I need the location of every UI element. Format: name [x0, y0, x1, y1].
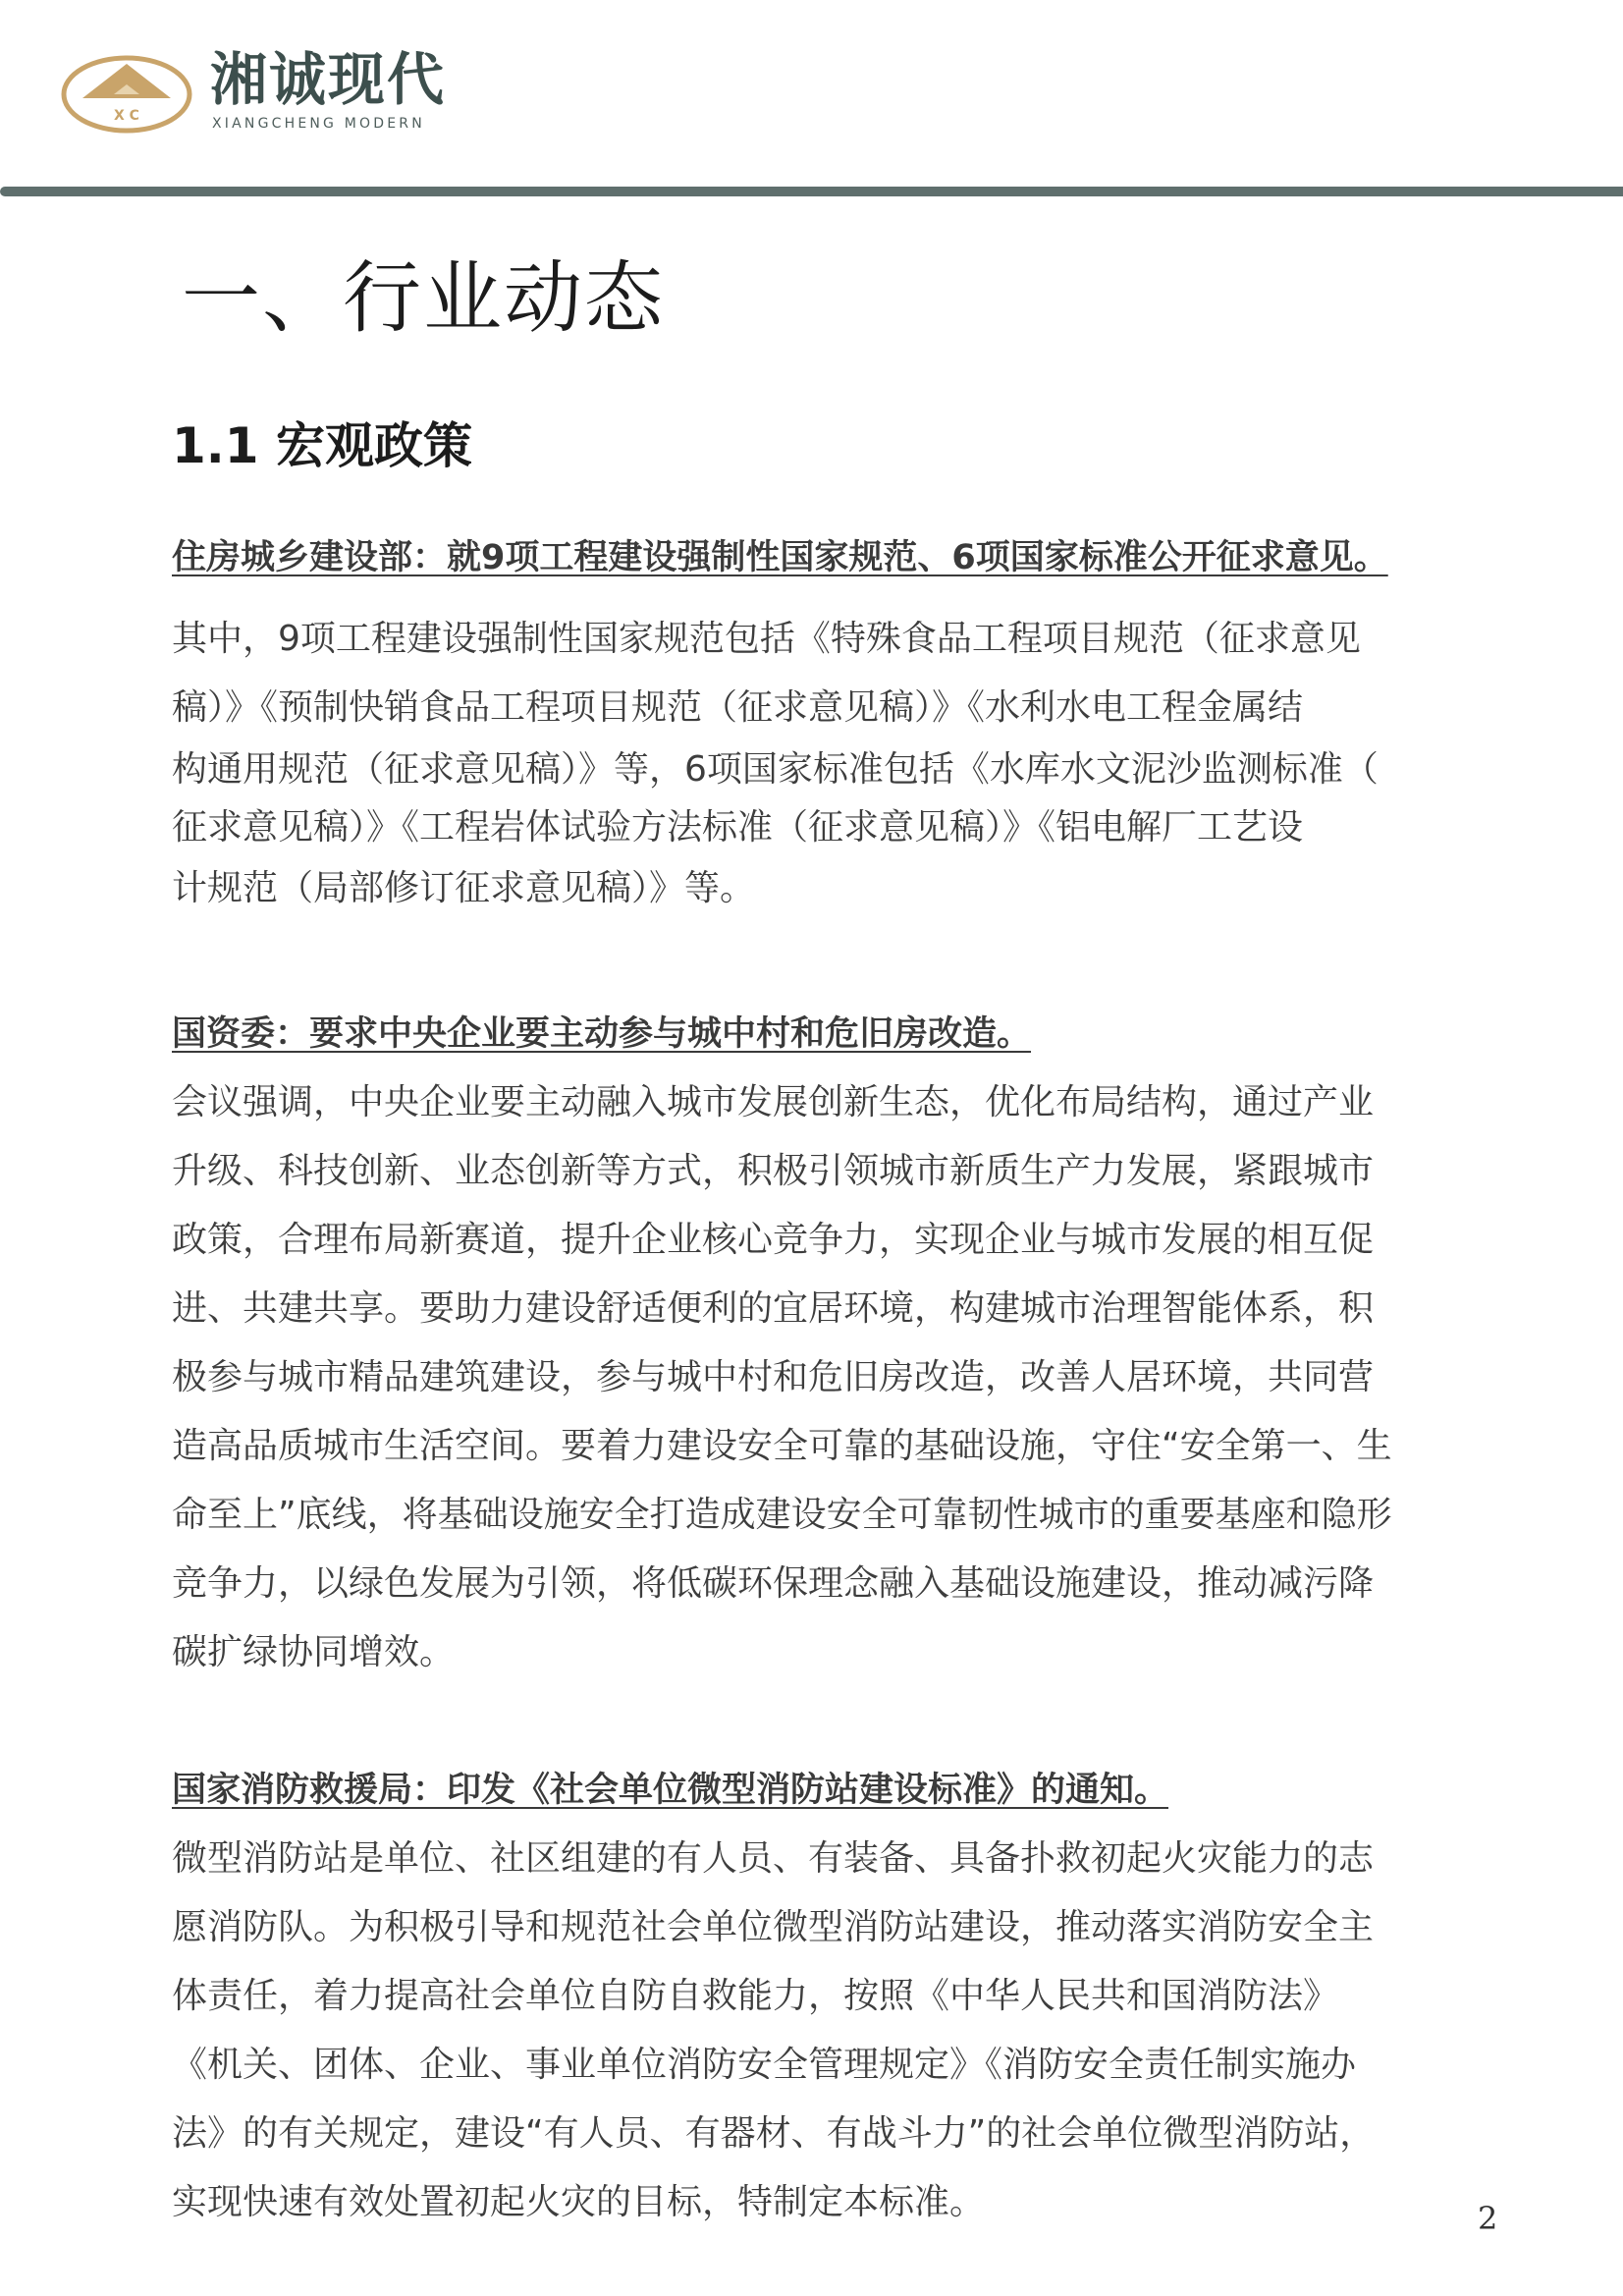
header-divider	[0, 187, 1623, 196]
body-line: 愿消防队。为积极引导和规范社会单位微型消防站建设，推动落实消防安全主	[172, 1907, 1375, 1947]
body-line: 碳扩绿协同增效。	[172, 1632, 456, 1672]
body-line: 微型消防站是单位、社区组建的有人员、有装备、具备扑救初起火灾能力的志	[172, 1838, 1375, 1879]
news-title-1: 住房城乡建设部：就9项工程建设强制性国家规范、6项国家标准公开征求意见。	[172, 538, 1388, 577]
body-line: 进、共建共享。要助力建设舒适便利的宜居环境，构建城市治理智能体系，积	[172, 1288, 1375, 1329]
news-body-3	[172, 1825, 1527, 2237]
body-line: 征求意见稿）》《工程岩体试验方法标准（征求意见稿）》《铝电解厂工艺设	[172, 807, 1304, 847]
body-line: 造高品质城市生活空间。要着力建设安全可靠的基础设施，守住“安全第一、生	[172, 1426, 1392, 1466]
news-body-2	[172, 1068, 1527, 1687]
body-line: 稿）》《预制快销食品工程项目规范（征求意见稿）》《水利水电工程金属结	[172, 687, 1304, 728]
brand-subtitle: XIANGCHENG MODERN	[212, 116, 425, 132]
page-header	[0, 0, 1623, 196]
body-line: 法》的有关规定，建设“有人员、有器材、有战斗力”的社会单位微型消防站，	[172, 2113, 1376, 2154]
brand-name: 湘诚现代	[210, 46, 447, 113]
page-number: 2	[1478, 2200, 1498, 2237]
body-line: 升级、科技创新、业态创新等方式，积极引领城市新质生产力发展，紧跟城市	[172, 1151, 1375, 1191]
body-line: 命至上”底线，将基础设施安全打造成建设安全可靠韧性城市的重要基座和隐形	[172, 1495, 1392, 1535]
body-line: 实现快速有效处置初起火灾的目标，特制定本标准。	[172, 2182, 986, 2222]
body-line: 极参与城市精品建筑建设，参与城中村和危旧房改造，改善人居环境，共同营	[172, 1357, 1375, 1397]
news-title-2: 国资委：要求中央企业要主动参与城中村和危旧房改造。	[172, 1014, 1032, 1054]
body-line: 政策，合理布局新赛道，提升企业核心竞争力，实现企业与城市发展的相互促	[172, 1220, 1375, 1260]
news-body-1	[172, 605, 1527, 919]
section-heading: 1.1 宏观政策	[172, 417, 472, 474]
mountain-diamond-logo-icon	[61, 55, 192, 134]
body-line: 体责任，着力提高社会单位自防自救能力，按照《中华人民共和国消防法》	[172, 1976, 1339, 2016]
body-line: 构通用规范（征求意见稿）》等，6项国家标准包括《水库水文泥沙监测标准（	[172, 749, 1379, 790]
body-line: 竞争力，以绿色发展为引领，将低碳环保理念融入基础设施建设，推动减污降	[172, 1563, 1375, 1604]
body-line: 会议强调，中央企业要主动融入城市发展创新生态，优化布局结构，通过产业	[172, 1082, 1375, 1122]
chapter-heading: 一、行业动态	[182, 252, 665, 344]
body-line: 其中，9项工程建设强制性国家规范包括《特殊食品工程项目规范（征求意见	[172, 619, 1361, 659]
body-line: 《机关、团体、企业、事业单位消防安全管理规定》《消防安全责任制实施办	[172, 2045, 1357, 2085]
logo-letters: X C	[114, 108, 139, 124]
body-line: 计规范（局部修订征求意见稿）》等。	[172, 868, 756, 908]
news-title-3: 国家消防救援局：印发《社会单位微型消防站建设标准》的通知。	[172, 1771, 1169, 1810]
